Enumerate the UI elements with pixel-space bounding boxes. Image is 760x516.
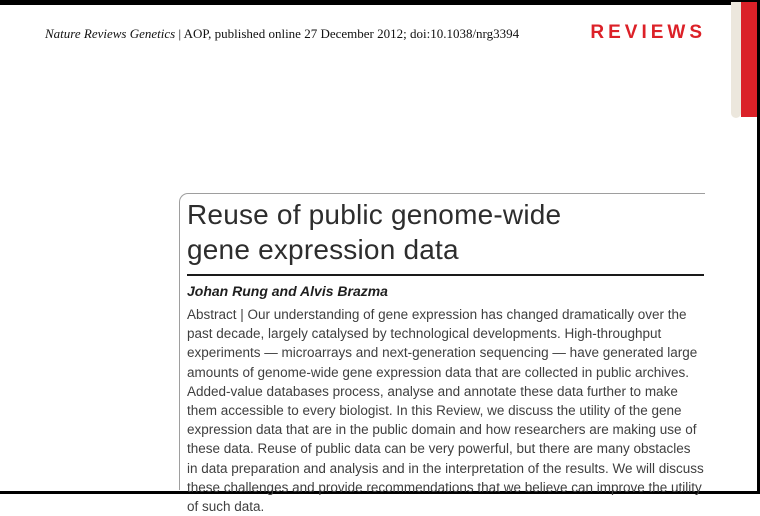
article-title-line-2: gene expression data (187, 234, 459, 265)
beige-edge-strip (731, 2, 741, 118)
article-authors: Johan Rung and Alvis Brazma (187, 283, 388, 299)
section-label-reviews: REVIEWS (590, 22, 706, 43)
top-black-bar (0, 0, 731, 5)
red-edge-tab (741, 2, 757, 117)
citation-text: | AOP, published online 27 December 2012; doi:10.1038/nrg3394 (175, 26, 520, 41)
article-title (187, 197, 705, 267)
running-head-citation (45, 26, 519, 42)
article-header-box (179, 193, 705, 515)
article-title-line-1: Reuse of public genome-wide (187, 199, 562, 230)
journal-name: Nature Reviews Genetics (45, 26, 176, 41)
article-abstract: Abstract | Our understanding of gene expression has changed dramatically over the past decade, largely catalysed by technological developments. High-throughput experiments — microarrays and next-generation sequencing — have generated large amounts of genome-wide gene expression data that are collected in public archives. Added-value databases process, analyse and annotate these data further to make them accessible to every biologist. In this Review, we discuss the utility of the gene expression data that are in the public domain and how researchers are making use of these data. Reuse of public data can be very powerful, but there are many obstacles in data preparation and analysis and in the interpretation of the results. We will discuss these challenges and provide recommendations that we believe can improve the utility of such data. (187, 307, 704, 515)
title-underline-rule (187, 274, 704, 276)
